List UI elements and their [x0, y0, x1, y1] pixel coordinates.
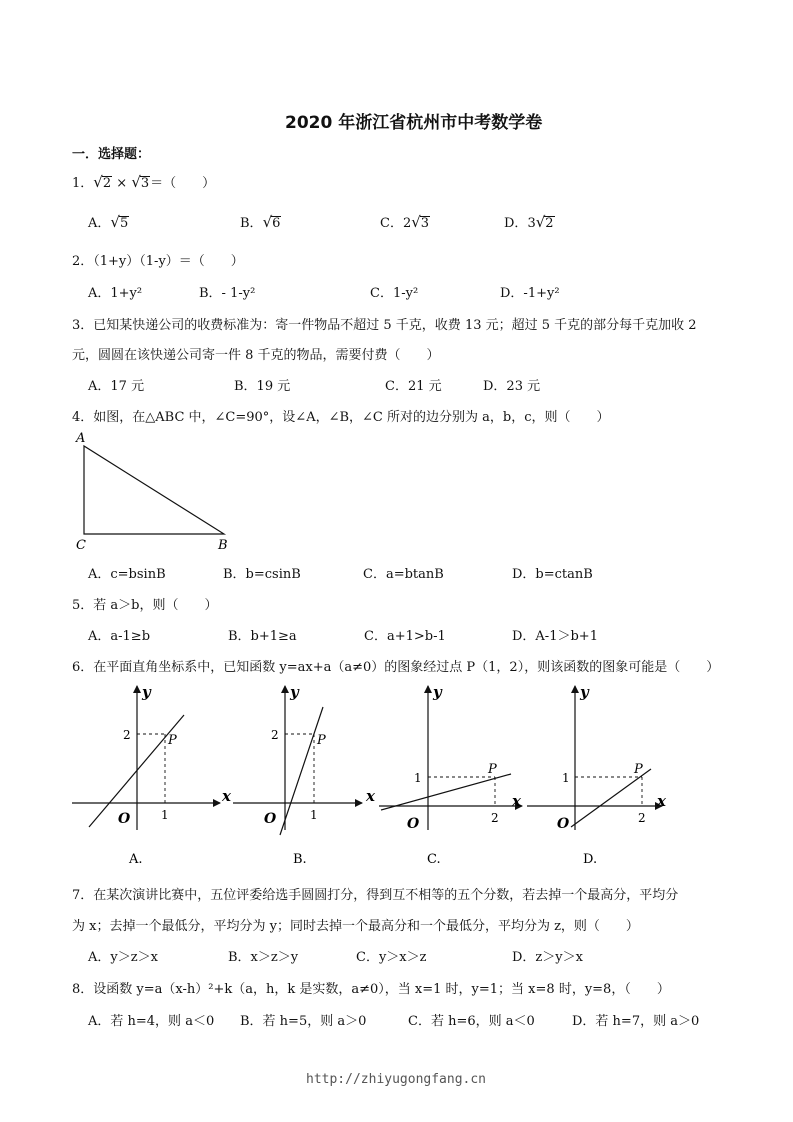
origin-label: O — [118, 811, 131, 827]
q6-graphs — [0, 680, 793, 870]
coefficient: 2 — [402, 216, 412, 231]
section-title: 一．选择题： — [72, 147, 151, 162]
axis-label-x: x — [657, 792, 666, 810]
footer-url[interactable]: http://zhiyugongfang.cn — [306, 1072, 487, 1087]
page-title: 2020 年浙江省杭州市中考数学卷 — [285, 113, 543, 133]
tick-label-y: 2 — [271, 728, 279, 742]
axis-label-y: y — [142, 683, 151, 701]
q8-option-c[interactable]: C．若 h=6，则 a＜0 — [408, 1014, 535, 1029]
tick-label-y: 1 — [414, 771, 422, 785]
q3-option-c[interactable]: C．21 元 — [385, 379, 442, 394]
tick-label-x: 2 — [491, 811, 499, 825]
tick-label-x: 1 — [310, 808, 318, 822]
sqrt-symbol-icon: √ — [262, 213, 273, 231]
function-line — [381, 774, 511, 810]
q1-option-a[interactable] — [88, 212, 129, 231]
q2-option-c[interactable]: C．1-y² — [370, 286, 419, 301]
question-1-tail: ＝（ ） — [150, 176, 216, 191]
q3-option-d[interactable]: D．23 元 — [483, 379, 541, 394]
q1-option-b[interactable] — [240, 212, 281, 231]
q4-option-d[interactable]: D．b=ctanB — [512, 567, 593, 582]
axis-label-x: x — [366, 787, 375, 805]
vertex-label-b: B — [218, 538, 228, 553]
q5-option-b[interactable]: B．b+1≥a — [228, 629, 297, 644]
question-6: 6．在平面直角坐标系中，已知函数 y=ax+a（a≠0）的图象经过点 P（1，2），则该函数的图象可能是（ ） — [72, 660, 720, 675]
q5-option-d[interactable]: D．A-1＞b+1 — [512, 629, 598, 644]
q5-option-c[interactable]: C．a+1>b-1 — [364, 629, 446, 644]
graph-b[interactable] — [233, 683, 376, 867]
q3-option-a[interactable]: A．17 元 — [88, 379, 145, 394]
question-2: 2．（1+y）（1-y）＝（ ） — [72, 254, 244, 269]
times-symbol: × — [116, 176, 128, 191]
origin-label: O — [557, 816, 570, 832]
q1-option-c[interactable] — [380, 212, 430, 231]
q2-option-b[interactable]: B．- 1-y² — [199, 286, 256, 301]
question-5: 5．若 a＞b，则（ ） — [72, 598, 218, 613]
q5-option-a[interactable]: A．a-1≥b — [88, 629, 151, 644]
tick-label-x: 2 — [638, 811, 646, 825]
option-letter: A． — [88, 216, 111, 231]
q8-option-b[interactable]: B．若 h=5，则 a＞0 — [240, 1014, 367, 1029]
axis-label-y: y — [433, 683, 442, 701]
triangle-abc — [84, 446, 224, 534]
axis-label-y: y — [290, 683, 299, 701]
question-8: 8．设函数 y=a（x-h）²+k（a，h，k 是实数，a≠0），当 x=1 时，y=1；当 x=8 时，y=8，（ ） — [72, 982, 670, 997]
axis-label-x: x — [222, 787, 231, 805]
question-4: 4．如图，在△ABC 中，∠C=90°，设∠A，∠B，∠C 所对的边分别为 a，b，c，则（ ） — [72, 410, 610, 425]
radicand: 3 — [420, 216, 430, 231]
q7-option-a[interactable]: A．y＞z＞x — [88, 950, 158, 965]
point-label-p: P — [634, 762, 643, 777]
sqrt-symbol-icon: √ — [411, 213, 421, 231]
radicand: 2 — [102, 176, 112, 191]
origin-label: O — [407, 816, 420, 832]
origin-label: O — [264, 811, 277, 827]
sqrt-symbol-icon: √ — [93, 173, 103, 191]
q1-option-d[interactable] — [504, 212, 555, 231]
point-label-p: P — [317, 733, 326, 748]
graph-caption: C. — [427, 852, 441, 867]
option-letter: B． — [240, 216, 263, 231]
question-7-line-2: 为 x；去掉一个最低分，平均分为 y；同时去掉一个最高分和一个最低分，平均分为 z，则（ ） — [72, 919, 639, 934]
vertex-label-a: A — [76, 431, 86, 446]
q4-option-a[interactable]: A．c=bsinB — [88, 567, 166, 582]
sqrt-symbol-icon: √ — [110, 213, 120, 231]
radicand: 3 — [140, 176, 150, 191]
axis-label-x: x — [512, 792, 521, 810]
axis-label-y: y — [580, 683, 589, 701]
graph-d[interactable] — [527, 683, 667, 867]
q4-option-b[interactable]: B．b=csinB — [223, 567, 301, 582]
q7-option-d[interactable]: D．z＞y＞x — [512, 950, 583, 965]
radicand: 5 — [119, 216, 129, 231]
q3-option-b[interactable]: B．19 元 — [234, 379, 291, 394]
q7-option-b[interactable]: B．x＞z＞y — [228, 950, 299, 965]
coefficient: 3 — [527, 216, 536, 231]
graph-caption: D. — [583, 852, 598, 867]
sqrt-symbol-icon: √ — [131, 173, 141, 191]
tick-label-y: 2 — [123, 728, 131, 742]
sqrt-symbol-icon: √ — [535, 213, 546, 231]
graph-c[interactable] — [379, 683, 522, 867]
radicand: 2 — [545, 216, 554, 231]
graph-caption: B. — [293, 852, 307, 867]
tick-label-x: 1 — [161, 808, 169, 822]
radicand: 6 — [272, 216, 281, 231]
question-1 — [72, 172, 215, 191]
vertex-label-c: C — [76, 538, 86, 553]
graph-caption: A. — [129, 852, 143, 867]
q2-option-d[interactable]: D．-1+y² — [500, 286, 560, 301]
q2-option-a[interactable]: A．1+y² — [88, 286, 143, 301]
option-letter: D． — [504, 216, 528, 231]
q8-option-d[interactable]: D．若 h=7，则 a＞0 — [572, 1014, 700, 1029]
question-1-number: 1． — [72, 176, 94, 191]
option-letter: C． — [380, 216, 403, 231]
triangle-figure — [72, 428, 242, 553]
question-7-line-1: 7．在某次演讲比赛中，五位评委给选手圆圆打分，得到互不相等的五个分数，若去掉一个最高分，平均分 — [72, 888, 679, 903]
tick-label-y: 1 — [562, 771, 570, 785]
question-3-line-2: 元，圆圆在该快递公司寄一件 8 千克的物品，需要付费（ ） — [72, 348, 440, 363]
q7-option-c[interactable]: C．y＞x＞z — [356, 950, 427, 965]
point-label-p: P — [168, 733, 177, 748]
graph-a[interactable] — [72, 683, 232, 867]
point-label-p: P — [488, 762, 497, 777]
q4-option-c[interactable]: C．a=btanB — [363, 567, 444, 582]
q8-option-a[interactable]: A．若 h=4，则 a＜0 — [88, 1014, 215, 1029]
question-3-line-1: 3．已知某快递公司的收费标准为：寄一件物品不超过 5 千克，收费 13 元；超过 5 千克的部分每千克加收 2 — [72, 318, 697, 333]
